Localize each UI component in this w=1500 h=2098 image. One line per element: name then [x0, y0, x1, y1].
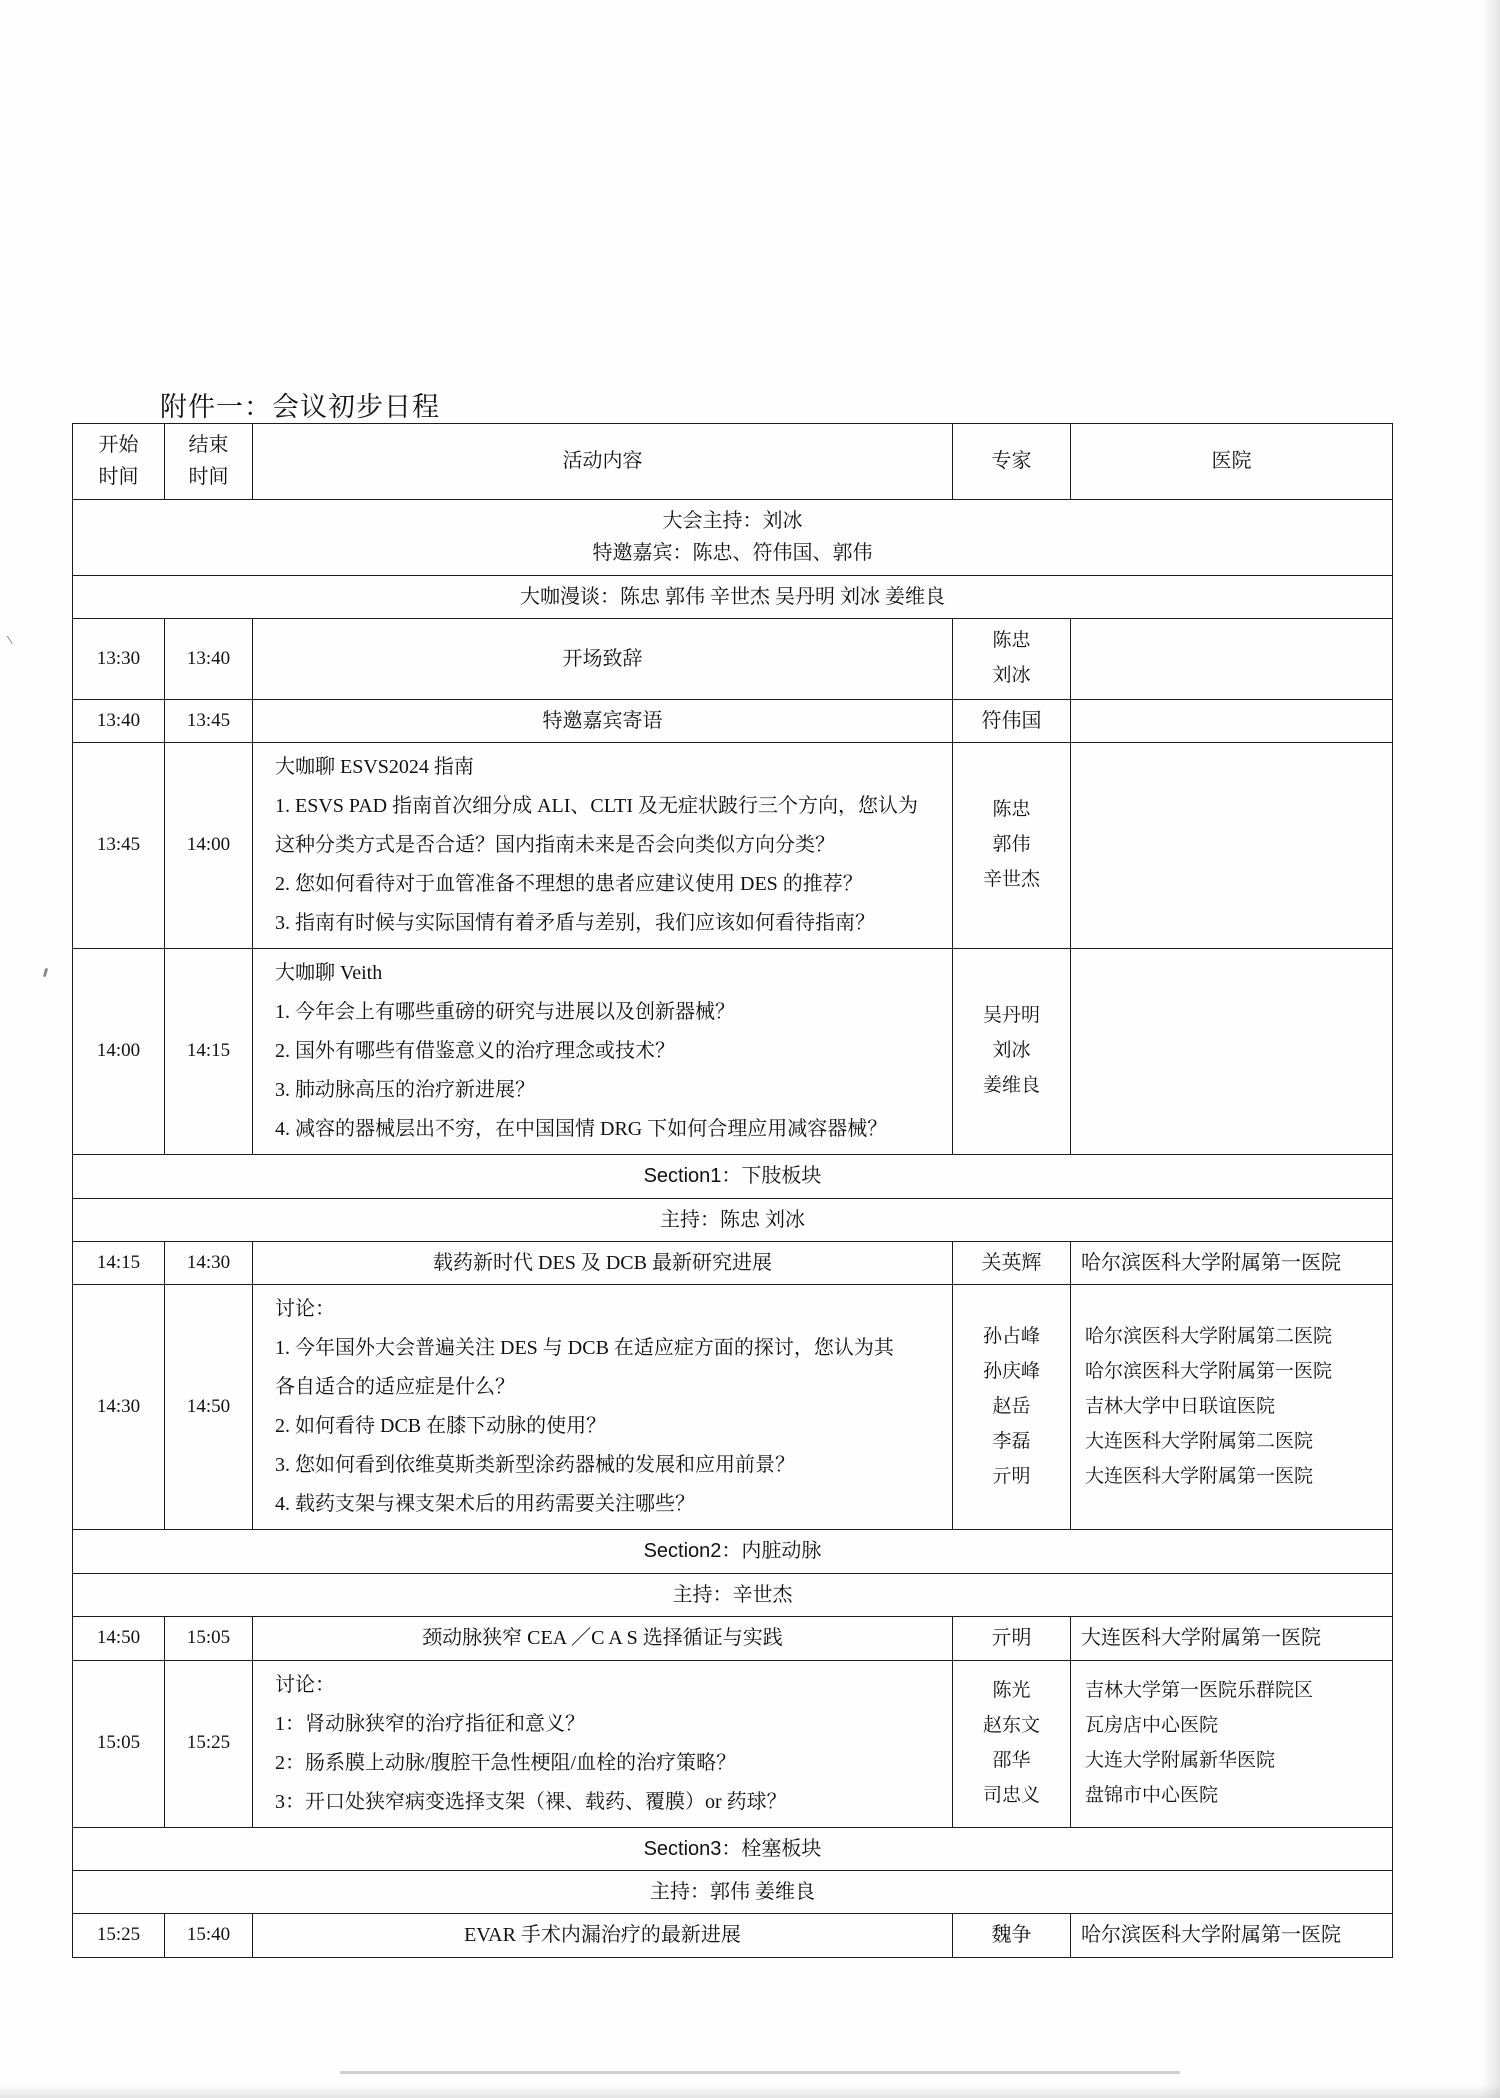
activity-question: 2. 如何看待 DCB 在膝下动脉的使用？	[275, 1415, 607, 1438]
row-activity: 载药新时代 DES 及 DCB 最新研究进展	[253, 1242, 953, 1285]
table-row	[73, 1914, 1393, 1957]
banner-section3: Section3：栓塞板块	[73, 1827, 1393, 1870]
row-start-time: 14:00	[73, 949, 165, 1155]
banner-talkshow: 大咖漫谈：陈忠 郭伟 辛世杰 吴丹明 刘冰 姜维良	[73, 575, 1393, 618]
banner-row-section2	[73, 1530, 1393, 1573]
row-end-time: 14:30	[165, 1242, 253, 1285]
row-experts: 陈忠 刘冰	[953, 618, 1071, 699]
row-activity: 颈动脉狭窄 CEA ／C A S 选择循证与实践	[253, 1617, 953, 1660]
page-title: 附件一：会议初步日程	[160, 392, 440, 422]
row-activity	[253, 1660, 953, 1827]
banner-row-chair	[73, 499, 1393, 575]
banner-section3-chair: 主持：郭伟 姜维良	[73, 1870, 1393, 1913]
table-row	[73, 743, 1393, 949]
table-row	[73, 1242, 1393, 1285]
row-activity	[253, 949, 953, 1155]
row-start-time: 15:25	[73, 1914, 165, 1957]
table-header-row	[73, 424, 1393, 500]
table-row	[73, 1617, 1393, 1660]
row-activity: EVAR 手术内漏治疗的最新进展	[253, 1914, 953, 1957]
row-hospitals	[1071, 618, 1393, 699]
row-hospitals: 吉林大学第一医院乐群院区 瓦房店中心医院 大连大学附属新华医院 盘锦市中心医院	[1071, 1660, 1393, 1827]
scan-artifact-smudge	[340, 2071, 1180, 2074]
row-hospitals: 大连医科大学附属第一医院	[1071, 1617, 1393, 1660]
banner-row-talkshow	[73, 575, 1393, 618]
banner-section1: Section1：下肢板块	[73, 1155, 1393, 1198]
table-row	[73, 618, 1393, 699]
activity-question: 3：开口处狭窄病变选择支架（裸、载药、覆膜）or 药球？	[275, 1790, 787, 1813]
row-start-time: 15:05	[73, 1660, 165, 1827]
table-row	[73, 699, 1393, 742]
row-start-time: 13:45	[73, 743, 165, 949]
row-activity	[253, 1285, 953, 1530]
row-end-time: 15:25	[165, 1660, 253, 1827]
row-experts: 亓明	[953, 1617, 1071, 1660]
row-start-time: 14:50	[73, 1617, 165, 1660]
banner-row-section1-chair	[73, 1198, 1393, 1241]
table-row	[73, 949, 1393, 1155]
row-end-time: 13:45	[165, 699, 253, 742]
row-hospitals: 哈尔滨医科大学附属第一医院	[1071, 1914, 1393, 1957]
activity-question: 3. 您如何看到依维莫斯类新型涂药器械的发展和应用前景？	[275, 1454, 795, 1477]
header-start-time: 开始 时间	[73, 424, 165, 500]
activity-question: 2. 国外有哪些有借鉴意义的治疗理念或技术？	[275, 1040, 675, 1063]
scan-artifact-mark: \	[6, 631, 14, 648]
row-activity: 特邀嘉宾寄语	[253, 699, 953, 742]
row-start-time: 14:30	[73, 1285, 165, 1530]
activity-question: 4. 载药支架与裸支架术后的用药需要关注哪些？	[275, 1493, 695, 1516]
activity-question: 1. ESVS PAD 指南首次细分成 ALI、CLTI 及无症状跛行三个方向，您认为	[275, 795, 918, 818]
banner-row-section2-chair	[73, 1573, 1393, 1616]
activity-question: 这种分类方式是否合适？国内指南未来是否会向类似方向分类？	[275, 834, 835, 857]
activity-question: 4. 减容的器械层出不穷，在中国国情 DRG 下如何合理应用减容器械？	[275, 1118, 888, 1141]
row-hospitals	[1071, 949, 1393, 1155]
header-expert: 专家	[953, 424, 1071, 500]
header-activity: 活动内容	[253, 424, 953, 500]
row-end-time: 14:50	[165, 1285, 253, 1530]
row-activity: 开场致辞	[253, 618, 953, 699]
row-experts: 关英辉	[953, 1242, 1071, 1285]
row-end-time: 15:40	[165, 1914, 253, 1957]
row-end-time: 15:05	[165, 1617, 253, 1660]
row-hospitals: 哈尔滨医科大学附属第二医院 哈尔滨医科大学附属第一医院 吉林大学中日联谊医院 大连医科大学附属第二医院 大连医科大学附属第一医院	[1071, 1285, 1393, 1530]
activity-question: 3. 指南有时候与实际国情有着矛盾与差别，我们应该如何看待指南？	[275, 912, 875, 935]
activity-question: 各自适合的适应症是什么？	[275, 1376, 515, 1399]
activity-question: 3. 肺动脉高压的治疗新进展？	[275, 1079, 535, 1102]
row-hospitals	[1071, 699, 1393, 742]
row-end-time: 13:40	[165, 618, 253, 699]
activity-question: 1. 今年会上有哪些重磅的研究与进展以及创新器械？	[275, 1001, 735, 1024]
row-end-time: 14:15	[165, 949, 253, 1155]
row-start-time: 13:40	[73, 699, 165, 742]
row-experts: 吴丹明 刘冰 姜维良	[953, 949, 1071, 1155]
agenda-table	[72, 423, 1393, 1958]
banner-section2-chair: 主持：辛世杰	[73, 1573, 1393, 1616]
header-hospital: 医院	[1071, 424, 1393, 500]
banner-row-section3	[73, 1827, 1393, 1870]
activity-question: 1：肾动脉狭窄的治疗指征和意义？	[275, 1712, 585, 1735]
table-row	[73, 1660, 1393, 1827]
activity-question: 1. 今年国外大会普遍关注 DES 与 DCB 在适应症方面的探讨，您认为其	[275, 1337, 894, 1360]
row-activity	[253, 743, 953, 949]
row-start-time: 13:30	[73, 618, 165, 699]
row-experts: 陈忠 郭伟 辛世杰	[953, 743, 1071, 949]
activity-question: 2：肠系膜上动脉/腹腔干急性梗阻/血栓的治疗策略？	[275, 1751, 737, 1774]
banner-row-section1	[73, 1155, 1393, 1198]
banner-section2: Section2：内脏动脉	[73, 1530, 1393, 1573]
banner-section1-chair: 主持：陈忠 刘冰	[73, 1198, 1393, 1241]
row-end-time: 14:00	[165, 743, 253, 949]
row-experts: 魏争	[953, 1914, 1071, 1957]
activity-heading: 讨论：	[275, 1673, 335, 1696]
banner-row-section3-chair	[73, 1870, 1393, 1913]
row-experts: 孙占峰 孙庆峰 赵岳 李磊 亓明	[953, 1285, 1071, 1530]
row-hospitals: 哈尔滨医科大学附属第一医院	[1071, 1242, 1393, 1285]
activity-question: 2. 您如何看待对于血管准备不理想的患者应建议使用 DES 的推荐？	[275, 873, 863, 896]
row-experts: 符伟国	[953, 699, 1071, 742]
activity-heading: 大咖聊 ESVS2024 指南	[275, 756, 474, 779]
row-start-time: 14:15	[73, 1242, 165, 1285]
activity-heading: 大咖聊 Veith	[275, 962, 383, 985]
table-row	[73, 1285, 1393, 1530]
header-end-time: 结束 时间	[165, 424, 253, 500]
banner-chair: 大会主持：刘冰 特邀嘉宾：陈忠、符伟国、郭伟	[73, 499, 1393, 575]
activity-heading: 讨论：	[275, 1298, 335, 1321]
row-experts: 陈光 赵东文 邵华 司忠义	[953, 1660, 1071, 1827]
row-hospitals	[1071, 743, 1393, 949]
